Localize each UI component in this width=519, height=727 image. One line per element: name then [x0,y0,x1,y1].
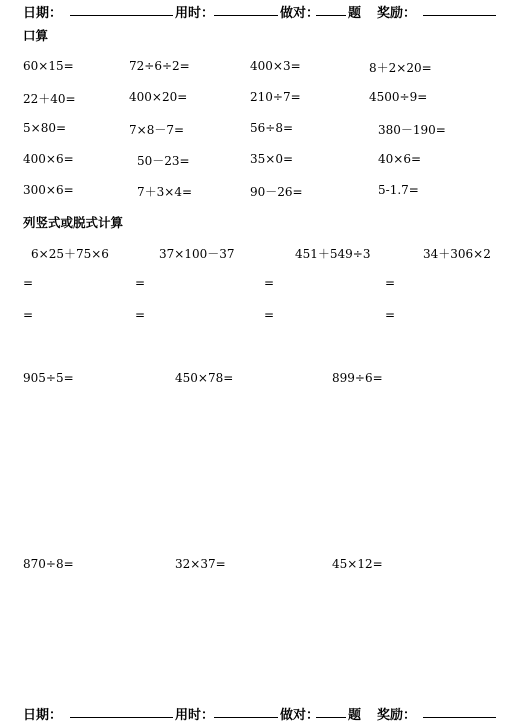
oral-problem: 5×80= [23,121,67,135]
correct-label: 做对： [280,6,320,21]
oral-problem: 300×6= [23,183,74,197]
oral-problem: 40×6= [378,152,422,166]
vertical-problem: 905÷5= [23,371,74,385]
oral-problem: 210÷7= [250,90,301,104]
time-blank[interactable] [214,4,278,16]
reward-blank[interactable] [423,4,496,16]
equal-sign: = [264,308,275,322]
time-blank[interactable] [214,706,278,718]
oral-problem: 56÷8= [250,121,294,135]
reward-label: 奖励： [377,708,417,723]
oral-problem: 72÷6÷2= [129,59,190,73]
oral-problem: 400×3= [250,59,301,73]
time-label: 用时： [175,6,215,21]
oral-problem: 5-1.7= [378,183,419,197]
oral-problem: 60×15= [23,59,74,73]
equal-sign: = [23,276,34,290]
date-label: 日期： [23,6,63,21]
oral-problem: 90－26= [250,185,303,199]
problems-label: 题 [348,708,362,723]
written-expression: 6×25＋75×6 [31,247,109,261]
oral-problem: 400×6= [23,152,74,166]
oral-problem: 35×0= [250,152,294,166]
oral-section-title: 口算 [23,28,49,43]
time-label: 用时： [175,708,215,723]
vertical-problem: 32×37= [175,557,226,571]
oral-problem: 400×20= [129,90,188,104]
oral-problem: 22＋40= [23,92,76,106]
equal-sign: = [135,276,146,290]
oral-problem: 4500÷9= [369,90,428,104]
equal-sign: = [135,308,146,322]
date-label: 日期： [23,708,63,723]
vertical-problem: 870÷8= [23,557,74,571]
correct-label: 做对： [280,708,320,723]
written-expression: 37×100－37 [159,247,235,261]
oral-problem: 8＋2×20= [369,61,432,75]
oral-problem: 7×8－7= [129,123,185,137]
reward-blank[interactable] [423,706,496,718]
problems-label: 题 [348,6,362,21]
correct-blank[interactable] [316,4,346,16]
vertical-problem: 899÷6= [332,371,383,385]
vertical-problem: 450×78= [175,371,234,385]
equal-sign: = [23,308,34,322]
written-expression: 34＋306×2 [423,247,491,261]
written-expression: 451＋549÷3 [295,247,371,261]
reward-label: 奖励： [377,6,417,21]
oral-problem: 50－23= [137,154,190,168]
correct-blank[interactable] [316,706,346,718]
equal-sign: = [385,308,396,322]
date-blank[interactable] [70,706,173,718]
oral-problem: 380－190= [378,123,446,137]
written-section-title: 列竖式或脱式计算 [23,215,124,230]
vertical-problem: 45×12= [332,557,383,571]
equal-sign: = [385,276,396,290]
date-blank[interactable] [70,4,173,16]
oral-problem: 7＋3×4= [137,185,193,199]
equal-sign: = [264,276,275,290]
